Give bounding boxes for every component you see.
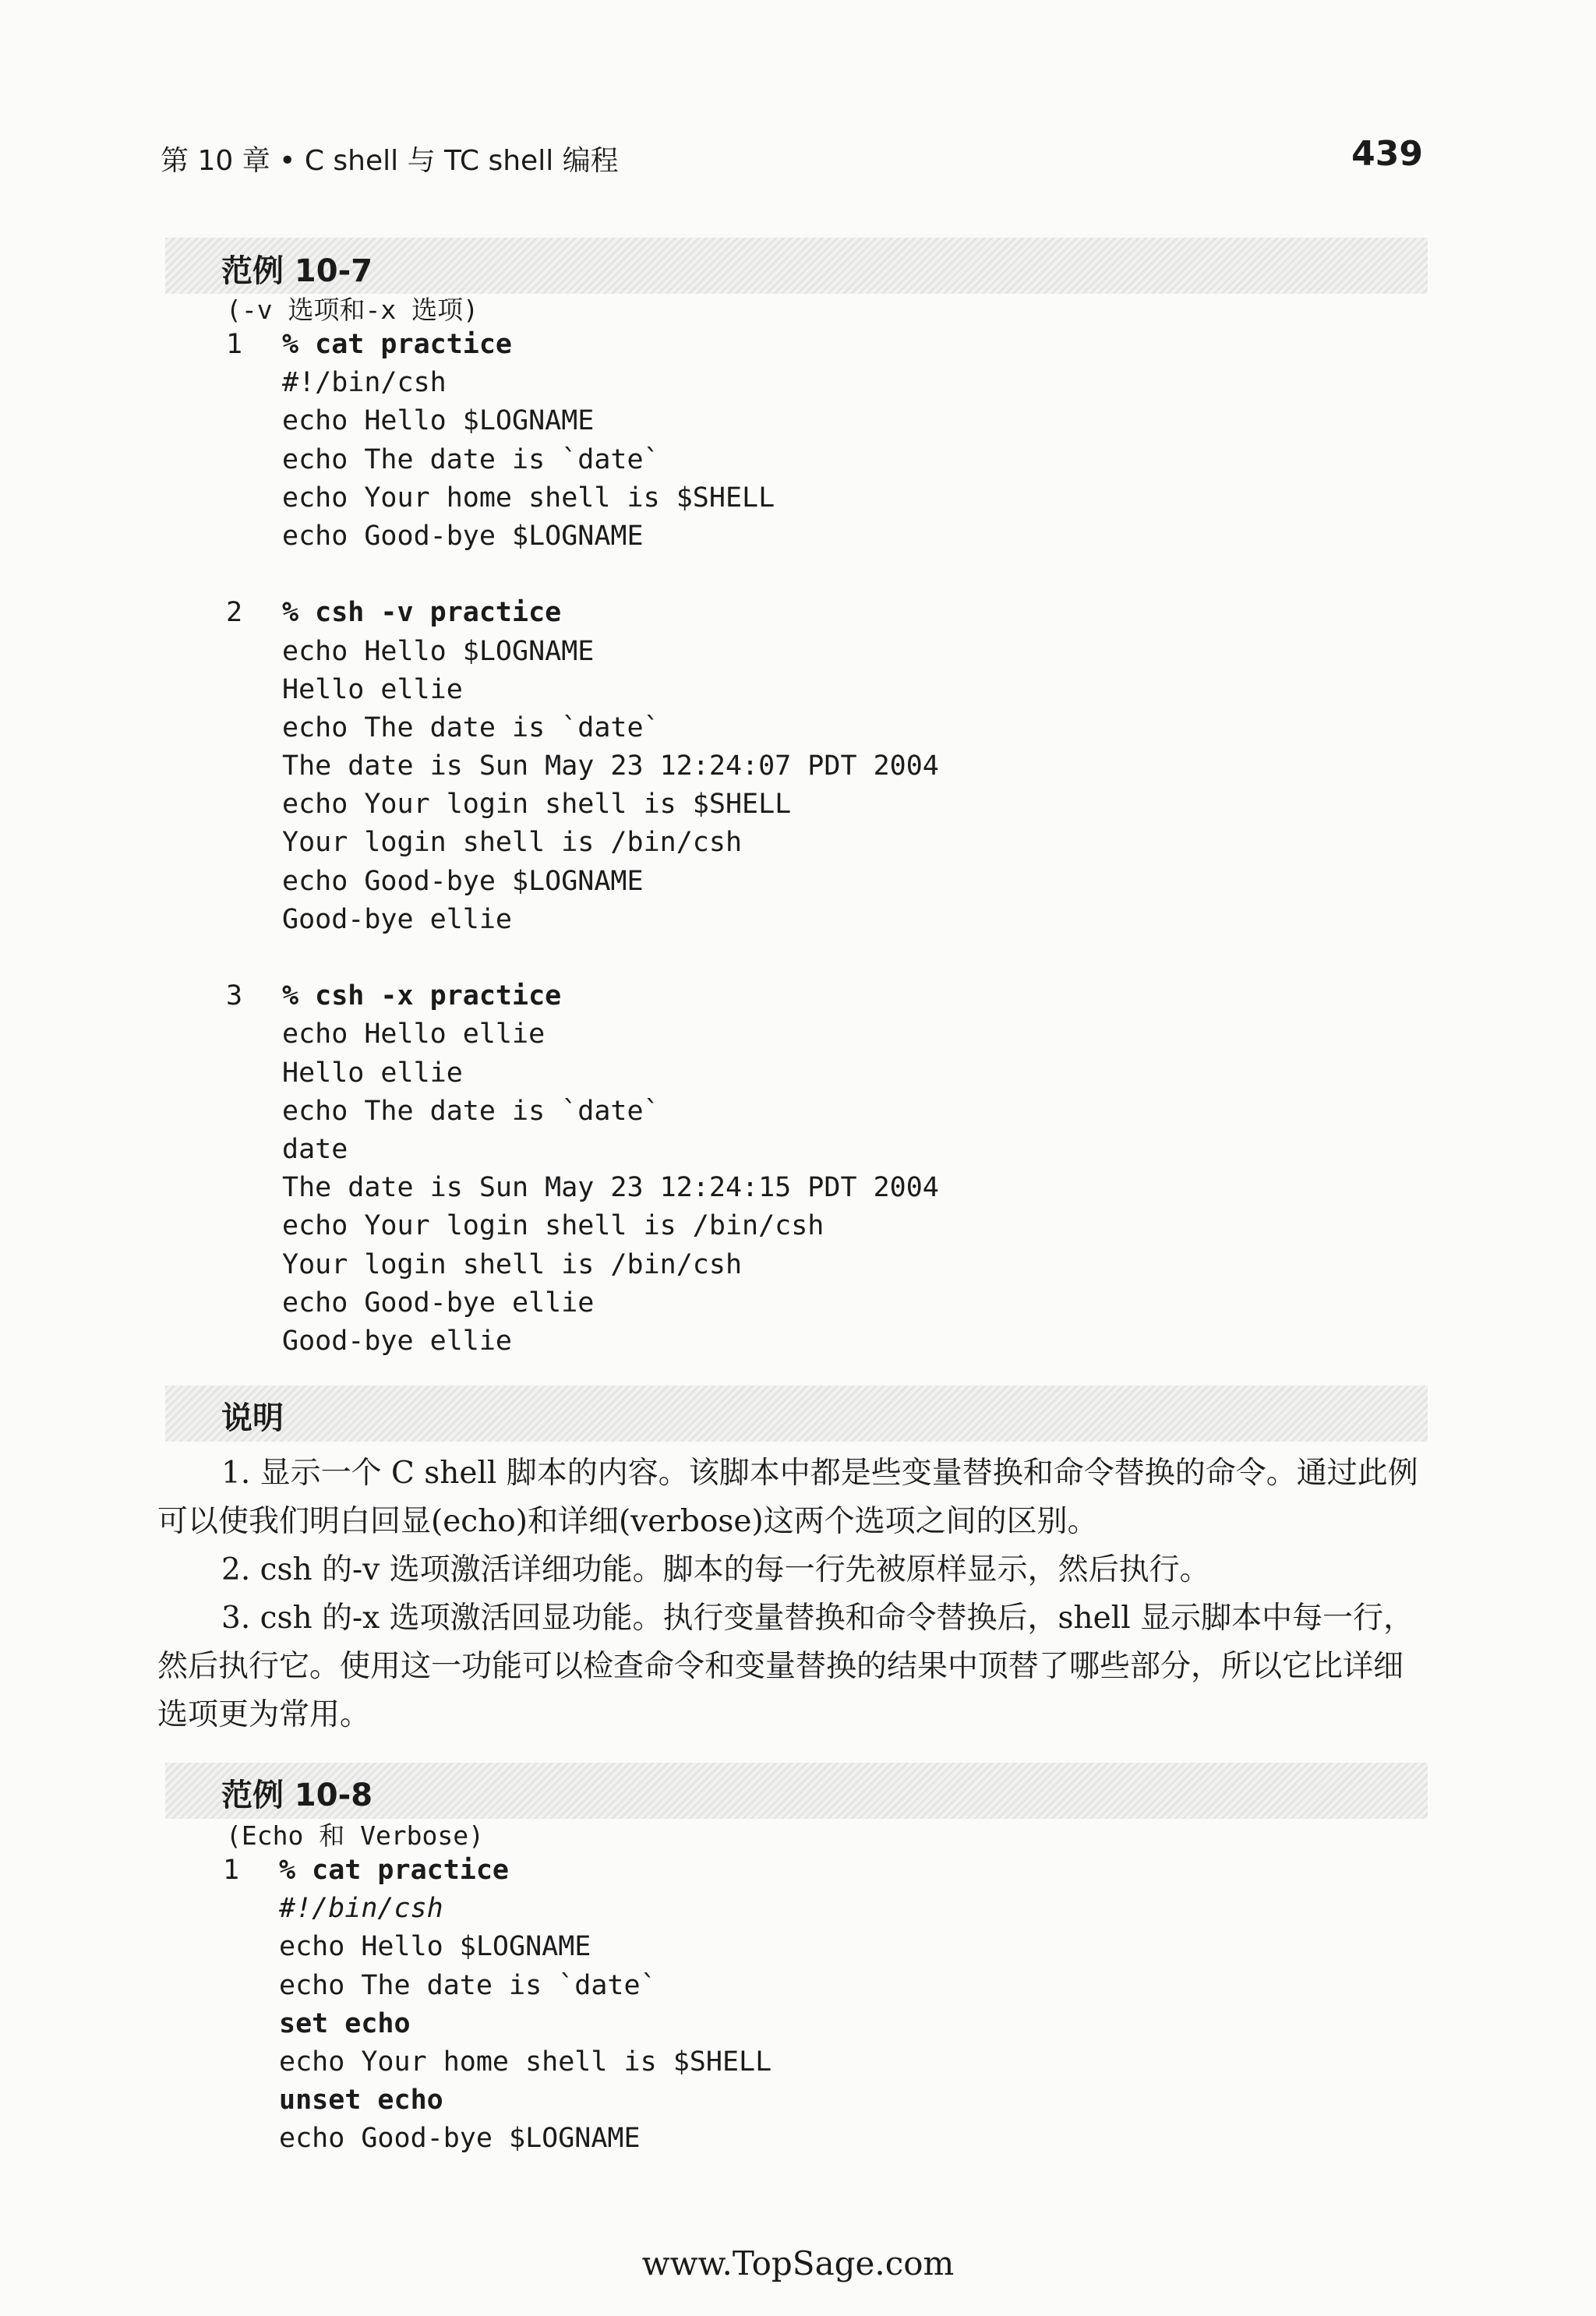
explanation-heading-band bbox=[165, 1386, 1428, 1442]
explanation-paragraphs bbox=[157, 1449, 1420, 1739]
code-text: echo Good-bye ellie bbox=[282, 1287, 595, 1319]
code-text: echo The date is `date` bbox=[282, 443, 660, 475]
code-text: echo Your home shell is $SHELL bbox=[282, 482, 775, 514]
line-number: 1 bbox=[223, 1855, 240, 1886]
code-text: echo Good-bye $LOGNAME bbox=[279, 2123, 641, 2155]
code-text: The date is Sun May 23 12:24:07 PDT 2004 bbox=[282, 750, 939, 782]
example-title-2: 范例 10-8 bbox=[221, 1778, 373, 1813]
code-text: set echo bbox=[279, 2007, 411, 2039]
code-text: % csh -x practice bbox=[282, 980, 562, 1012]
code-text: Your login shell is /bin/csh bbox=[282, 827, 743, 859]
code-text: echo Good-bye $LOGNAME bbox=[282, 520, 644, 552]
code-text: echo Hello $LOGNAME bbox=[282, 635, 595, 667]
explanation-title: 说明 bbox=[221, 1400, 284, 1436]
code-text: Hello ellie bbox=[282, 673, 463, 705]
line-number: 3 bbox=[226, 980, 243, 1012]
code-text: Your login shell is /bin/csh bbox=[282, 1248, 743, 1280]
code-text: echo Hello $LOGNAME bbox=[282, 405, 595, 437]
code-text: Good-bye ellie bbox=[282, 1325, 513, 1357]
page-header bbox=[161, 134, 1423, 193]
code-text: #!/bin/csh bbox=[282, 367, 447, 399]
code-text: echo Your home shell is $SHELL bbox=[279, 2046, 772, 2078]
line-number: 2 bbox=[226, 597, 243, 629]
code-text: echo Your login shell is /bin/csh bbox=[282, 1210, 824, 1242]
code-text: % csh -v practice bbox=[282, 597, 562, 629]
code-text: unset echo bbox=[279, 2085, 443, 2117]
explanation-paragraph-1: 1. 显示一个 C shell 脚本的内容。该脚本中都是些变量替换和命令替换的命令。通过此例可以使我们明白回显(echo)和详细(verbose)这两个选项之间的区别。 bbox=[157, 1456, 1418, 1539]
chapter-title: 第 10 章 • C shell 与 TC shell 编程 bbox=[161, 145, 619, 177]
line-number: 1 bbox=[226, 329, 243, 360]
example-subtitle: (-v 选项和-x 选项) bbox=[226, 295, 478, 325]
code-text: echo Your login shell is $SHELL bbox=[282, 789, 792, 821]
code-text: Hello ellie bbox=[282, 1057, 463, 1089]
code-text: echo The date is `date` bbox=[282, 1095, 660, 1127]
code-text: echo Good-bye $LOGNAME bbox=[282, 865, 644, 897]
code-text: % cat practice bbox=[279, 1855, 510, 1886]
code-text: echo Hello $LOGNAME bbox=[279, 1931, 591, 1963]
example-title: 范例 10-7 bbox=[221, 253, 373, 289]
code-text: date bbox=[282, 1133, 348, 1165]
code-text: echo Hello ellie bbox=[282, 1019, 546, 1050]
code-text: % cat practice bbox=[282, 329, 513, 360]
footer-url: www.TopSage.com bbox=[641, 2244, 955, 2282]
explanation-paragraph-3: 3. csh 的-x 选项激活回显功能。执行变量替换和命令替换后，shell 显示脚本中每一行，然后执行它。使用这一功能可以检查命令和变量替换的结果中顶替了哪些部分，所以它比详细选项更为常用。 bbox=[157, 1601, 1414, 1732]
code-text: The date is Sun May 23 12:24:15 PDT 2004 bbox=[282, 1172, 939, 1204]
example-subtitle-2: (Echo 和 Verbose) bbox=[226, 1820, 485, 1851]
code-text: #!/bin/csh bbox=[279, 1893, 443, 1925]
code-text: echo The date is `date` bbox=[282, 711, 660, 743]
code-text: echo The date is `date` bbox=[279, 1969, 657, 2001]
page-number: 439 bbox=[1351, 134, 1423, 174]
explanation-paragraph-2: 2. csh 的-v 选项激活详细功能。脚本的每一行先被原样显示，然后执行。 bbox=[221, 1552, 1210, 1587]
code-text: Good-bye ellie bbox=[282, 903, 513, 935]
